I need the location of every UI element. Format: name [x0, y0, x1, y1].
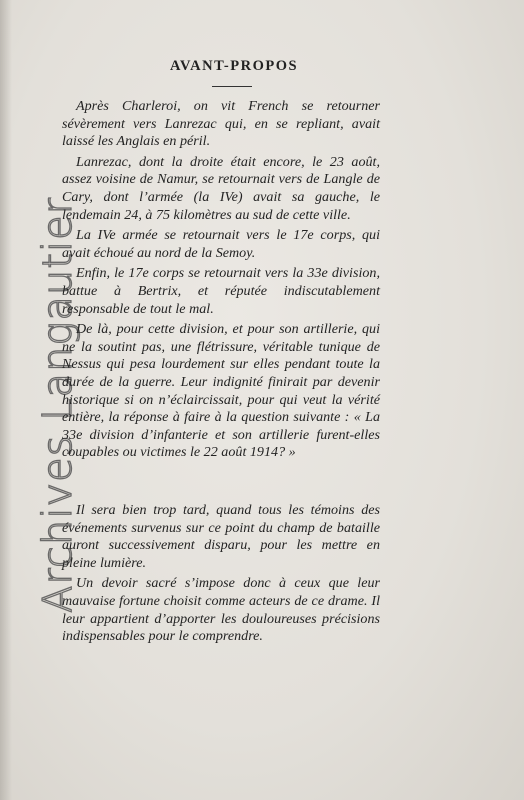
text-section-1	[62, 98, 380, 462]
paragraph: Lanrezac, dont la droite était encore, le 23 août, assez voisine de Namur, se retournait vers de Langle de Cary, dont l’armée (la IVe) avait sa gauche, le lendemain 24, à 75 kilomètres au sud de cette ville.	[62, 153, 380, 223]
page-edge-shadow	[0, 0, 12, 800]
paragraph: Après Charleroi, on vit French se retourner sévèrement vers Lanrezac qui, en se repliant, avait laissé les Anglais en péril.	[62, 98, 380, 150]
paragraph: Il sera bien trop tard, quand tous les témoins des événements survenus sur ce point du champ de bataille auront successivement disparu, pour les mettre en pleine lumière.	[62, 502, 380, 571]
archive-watermark: Archives Langautier	[35, 196, 81, 614]
text-section-2	[62, 502, 380, 646]
paragraph: Enfin, le 17e corps se retournait vers la 33e division, battue à Bertrix, et réputée indiscutablement responsable de tout le mal.	[62, 265, 380, 317]
paragraph: Un devoir sacré s’impose donc à ceux que leur mauvaise fortune choisit comme acteurs de ce drame. Il leur appartient d’apporter les douloureuses précisions indispensables pour le comprendre.	[62, 575, 380, 645]
page-title: AVANT-PROPOS	[169, 58, 299, 74]
paragraph: La IVe armée se retournait vers le 17e corps, qui avait échoué au nord de la Semoy.	[62, 227, 380, 261]
paragraph: De là, pour cette division, et pour son artillerie, qui ne la soutint pas, une flétrissure, véritable tunique de Nessus qui pesa lourdement sur elles pendant toute la durée de la guerre. Leur indignité finirait par devenir historique si on n’éclaircissait, pour qui veut la vérité entière, la réponse à faire à la question suivante : « La 33e division d’infanterie et son artillerie furent-elles coupables ou victimes le 22 août 1914? »	[62, 321, 380, 461]
title-divider	[212, 86, 252, 87]
